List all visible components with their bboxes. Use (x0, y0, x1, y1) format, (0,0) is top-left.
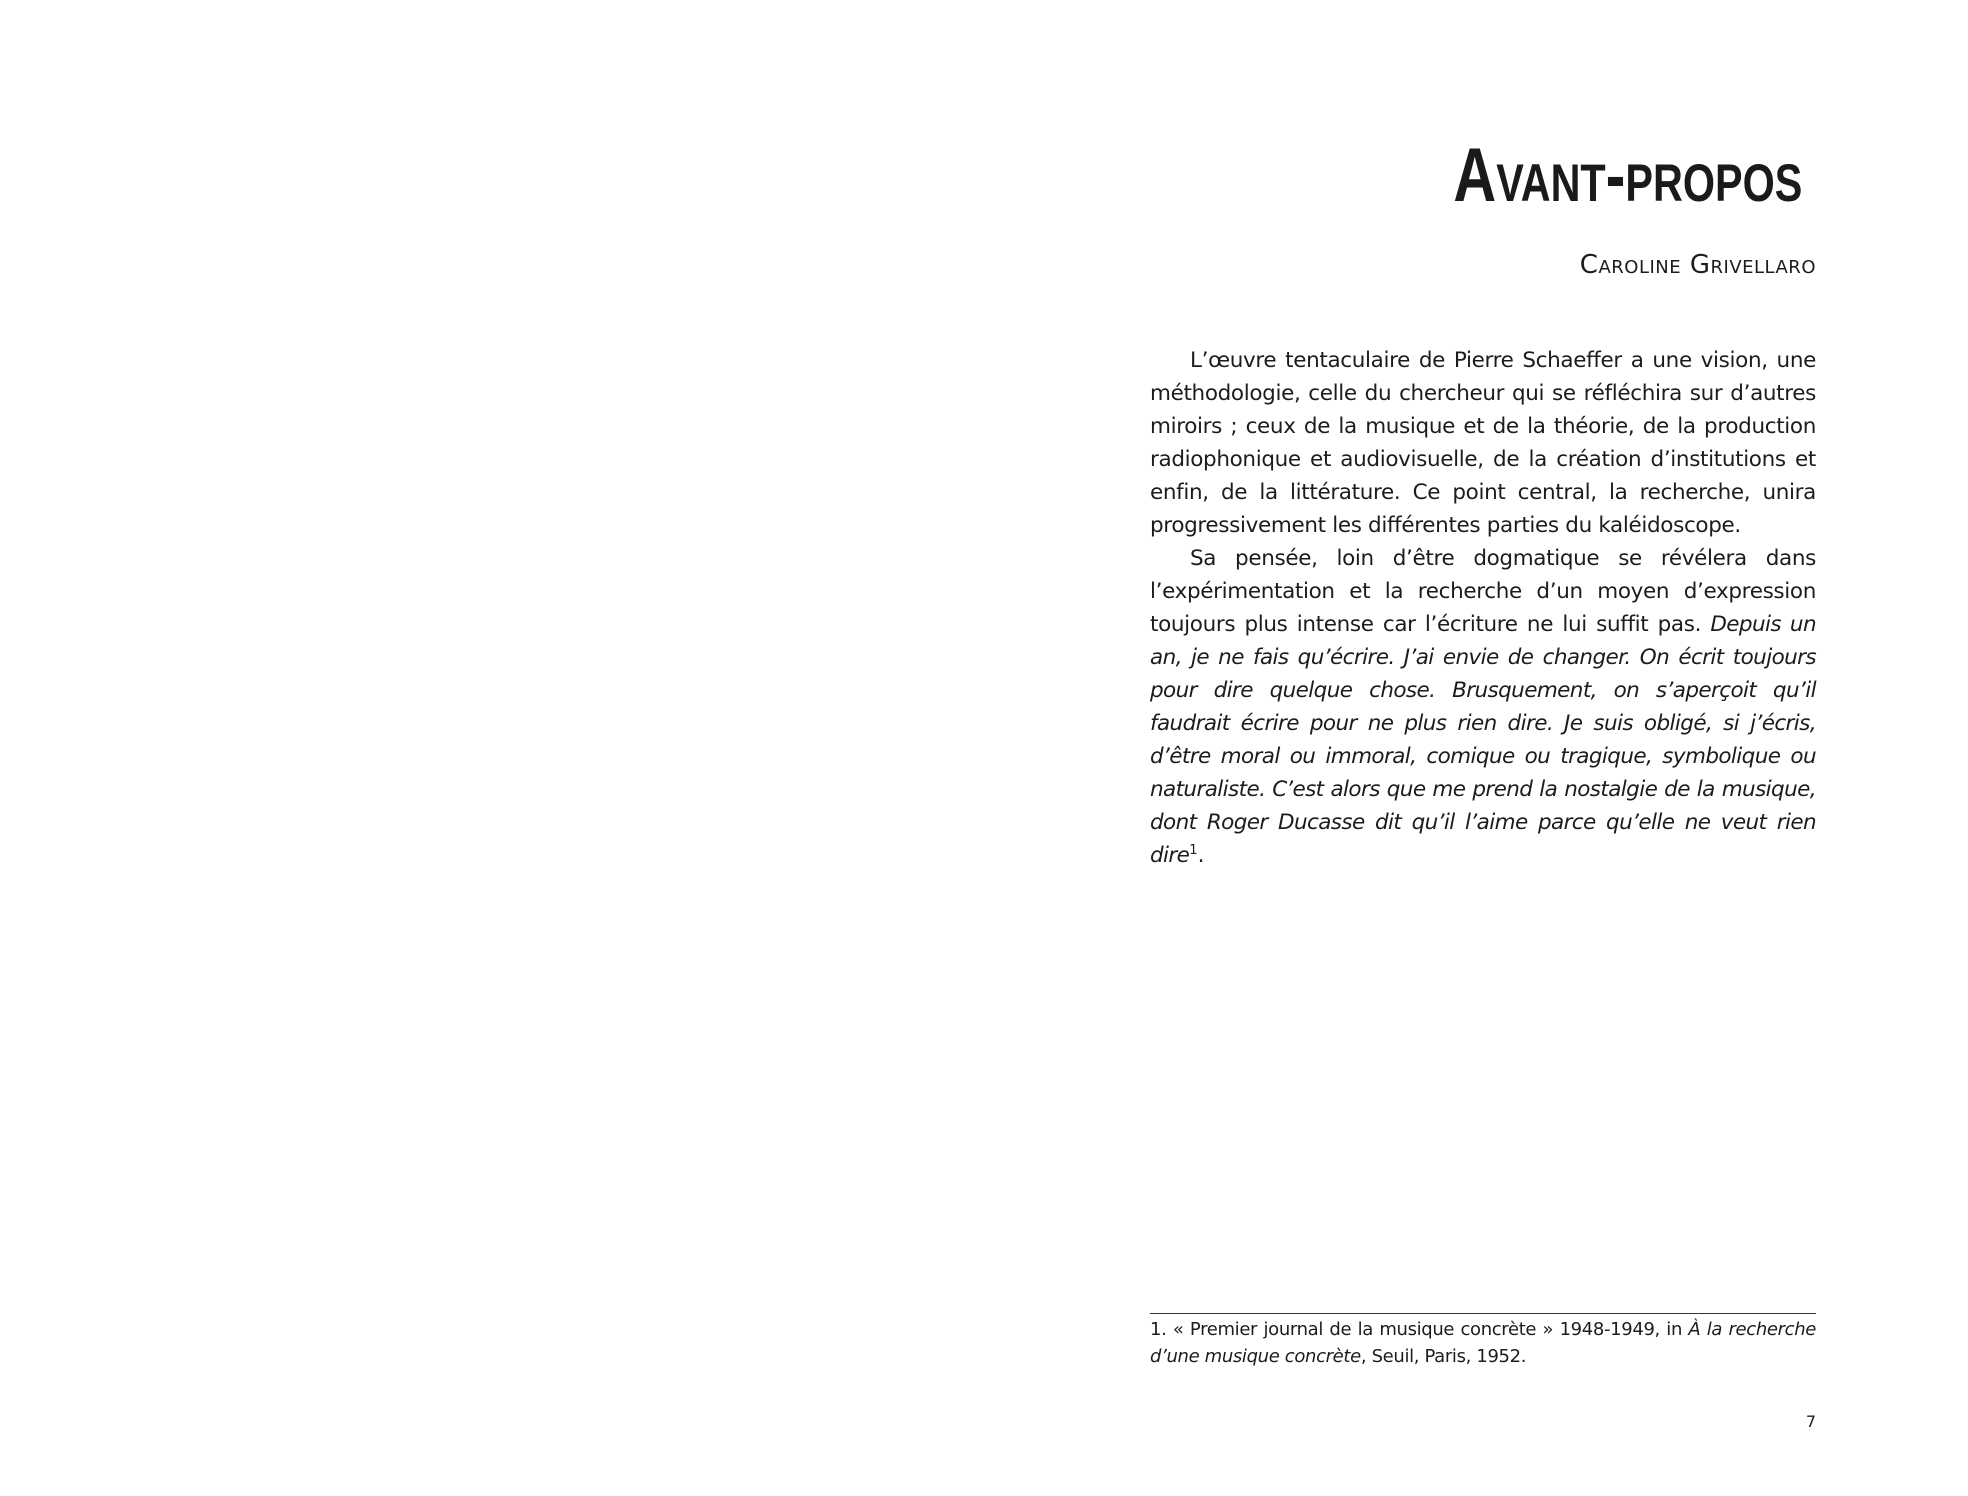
paragraph-2-quote: Depuis un an, je ne fais qu’écrire. J’ai envie de changer. On écrit toujours pour dire quelque chose. Brusquement, on s’aperçoit qu’il faudrait écrire pour ne plus rien dire. Je suis obligé, si j’écris, d’être moral ou immoral, comique ou tragique, symbolique ou naturaliste. C’est alors que me prend la nostalgie de la musique, dont Roger Ducasse dit qu’il l’aime parce qu’elle ne veut rien dire (1150, 612, 1816, 868)
right-page (984, 0, 1968, 1496)
chapter-title: Avant-propos (1453, 133, 1802, 218)
body-text (1150, 344, 1816, 872)
footnote-text-end: , Seuil, Paris, 1952. (1360, 1346, 1527, 1367)
paragraph-1: L’œuvre tentaculaire de Pierre Schaeffer a une vision, une méthodologie, celle du chercheur qui se réfléchira sur d’autres miroirs ; ceux de la musique et de la théorie, de la production radiophonique et audiovisuelle, de la création d’institutions et enfin, de la littérature. Ce point central, la recherche, unira progressivement les différentes parties du kaléidoscope. (1150, 348, 1816, 538)
paragraph-2 (1150, 542, 1816, 872)
footnote-reference[interactable]: 1 (1189, 843, 1198, 858)
footnote-book-title: À la recherche d’une musique concrète (1150, 1319, 1816, 1367)
paragraph-2-intro: Sa pensée, loin d’être dogmatique se révélera dans l’expérimentation et la recherche d’un moyen d’expression toujours plus intense car l’écriture ne lui suffit pas. (1150, 546, 1816, 637)
chapter-author: Caroline Grivellaro (1579, 250, 1816, 280)
footnote-text-start: 1. « Premier journal de la musique concrète » 1948-1949, in (1150, 1319, 1689, 1340)
footnote-divider (1150, 1313, 1816, 1314)
footnote (1150, 1316, 1816, 1370)
page-number: 7 (1805, 1412, 1816, 1431)
paragraph-2-end: . (1197, 843, 1205, 868)
